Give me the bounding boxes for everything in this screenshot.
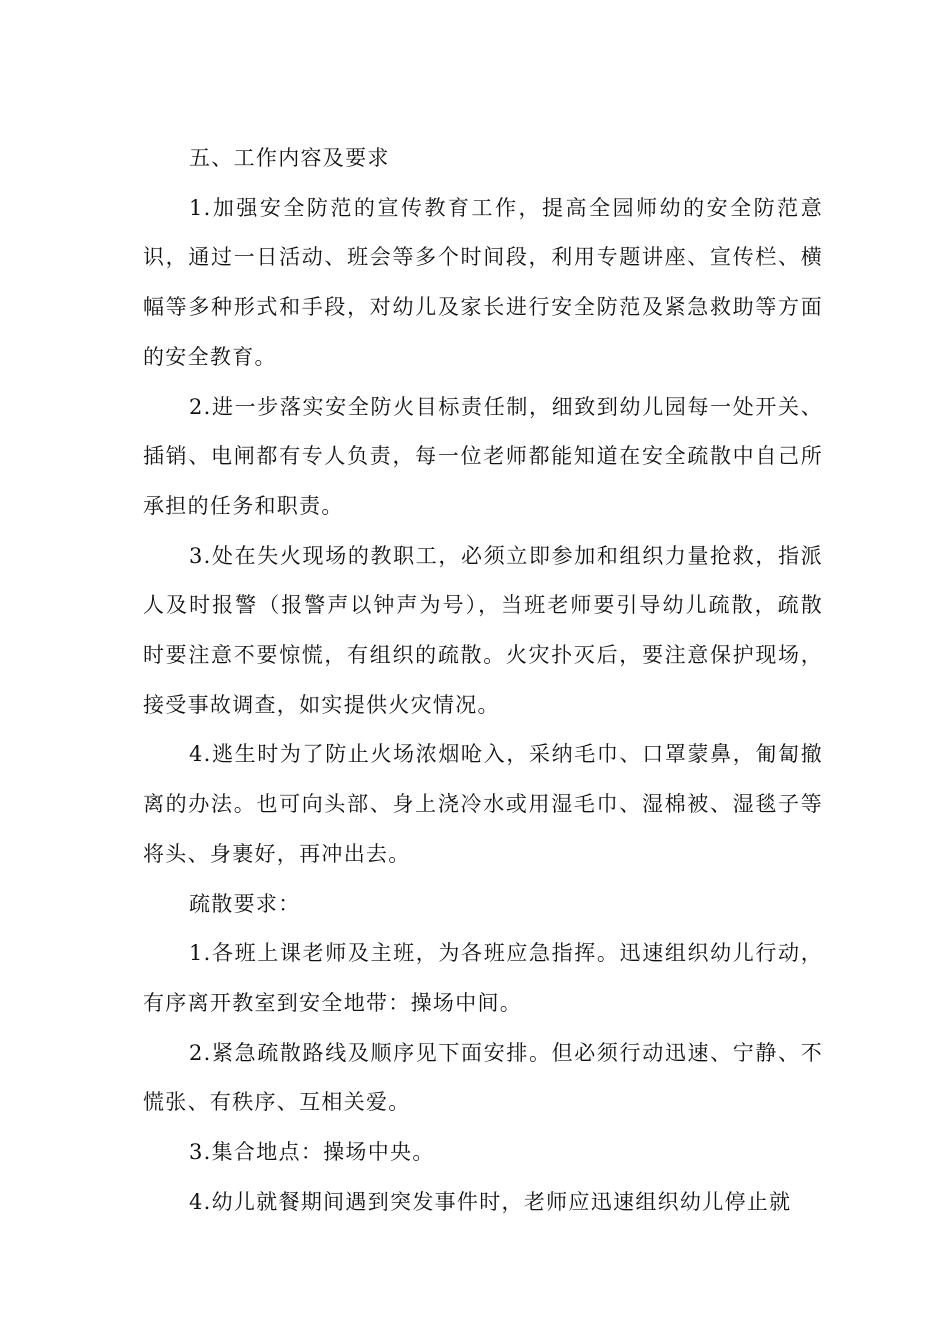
paragraph-evacuation-route: 2.紧急疏散路线及顺序见下面安排。但必须行动迅速、宁静、不慌张、有秩序、互相关爱。 (143, 1040, 823, 1115)
paragraph-escape-method: 4.逃生时为了防止火场浓烟呛入，采纳毛巾、口罩蒙鼻，匍匐撤离的办法。也可向头部、身上浇冷水或用湿毛巾、湿棉被、湿毯子等将头、身裹好，再冲出去。 (143, 742, 823, 866)
paragraph-fire-scene-response: 3.处在失火现场的教职工，必须立即参加和组织力量抢救，指派人及时报警（报警声以钟声为号），当班老师要引导幼儿疏散，疏散时要注意不要惊慌，有组织的疏散。火灾扑灭后，要注意保护现场，接受事故调查，如实提供火灾情况。 (143, 543, 823, 717)
paragraph-evacuation-command: 1.各班上课老师及主班，为各班应急指挥。迅速组织幼儿行动，有序离开教室到安全地带：操场中间。 (143, 941, 823, 1015)
paragraph-safety-education: 1.加强安全防范的宣传教育工作，提高全园师幼的安全防范意识，通过一日活动、班会等多个时间段，利用专题讲座、宣传栏、横幅等多种形式和手段，对幼儿及家长进行安全防范及紧急救助等方面的安全教育。 (143, 195, 823, 369)
paragraph-fire-responsibility: 2.进一步落实安全防火目标责任制，细致到幼儿园每一处开关、插销、电闸都有专人负责，每一位老师都能知道在安全疏散中自己所承担的任务和职责。 (143, 394, 823, 518)
section-heading: 五、工作内容及要求 (189, 146, 390, 170)
evacuation-requirements-heading: 疏散要求： (189, 891, 301, 916)
paragraph-meal-emergency: 4.幼儿就餐期间遇到突发事件时，老师应迅速组织幼儿停止就 (189, 1189, 792, 1214)
paragraph-assembly-point: 3.集合地点：操场中央。 (189, 1140, 435, 1165)
document-body (143, 134, 823, 1227)
